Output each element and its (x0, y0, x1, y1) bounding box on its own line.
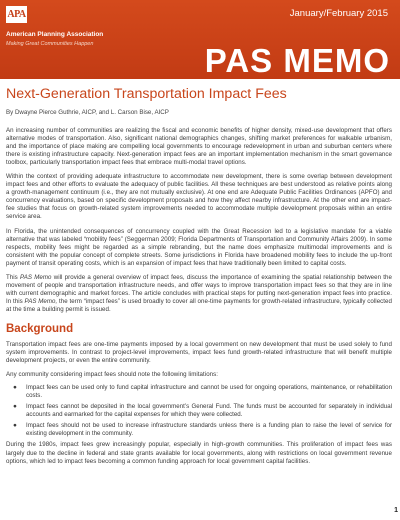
page-number: 1 (394, 507, 398, 514)
italic-text: PAS Memo (20, 273, 52, 281)
org-tagline: Making Great Communities Happen (6, 41, 94, 47)
body-paragraph (6, 274, 392, 314)
limitations-list (6, 384, 392, 438)
list-item-text: Impact fees should not be used to increase infrastructure standards unless there is a funding plan to raise the level of service for existing development in the community. (26, 422, 392, 438)
italic-text: PAS Memo, (24, 297, 58, 305)
section-heading: Background (6, 322, 74, 335)
publication-title: PAS MEMO (204, 42, 390, 79)
masthead-banner (0, 0, 400, 79)
issue-date: January/February 2015 (289, 8, 388, 19)
article-body (6, 86, 392, 466)
body-paragraph: Within the context of providing adequate infrastructure to accommodate new development, there is some overlap between development impact fees and other efforts to evaluate the adequacy of public facilities. All these techniques are best understood as relative points along a growth-management continuum (i.e., they are not mutually exclusive). At one end are Adequate Public Facilities Ordinances (APFO) and concurrency evaluations, based on specific development proposals and how they affect nearby infrastructure. At the other end are impact-fee studies that focus on growth-related system improvements needed to accommodate multiple development proposals within an entire service area. (6, 173, 392, 221)
body-paragraph: Transportation impact fees are one-time payments imposed by a local government on new development that must be used solely to fund system improvements. In contrast to project-level improvements, impact fees fund growth-related infrastructure that will benefit multiple development projects, or even the entire community. (6, 340, 392, 365)
article-byline: By Dwayne Pierce Guthrie, AICP, and L. Carson Bise, AICP (6, 109, 169, 116)
text-run: This (6, 273, 21, 281)
list-item (6, 403, 392, 419)
list-item-text: Impact fees can be used only to fund capital infrastructure and cannot be used for ongoing operations, maintenance, or rehabilitation costs. (26, 384, 392, 400)
text-run: will provide a general overview of impact fees, discuss the importance of examining the spatial relationship between the movement of people and transportation infrastructure needs, and offer ways to improve transportation impact fees so that they are in line with current demographic and market forces. The article concludes with practical steps for putting next-generation impact fees into practice. In this (6, 273, 392, 305)
article-title: Next-Generation Transportation Impact Fees (6, 86, 287, 102)
intro-paragraph: An increasing number of communities are realizing the fiscal and economic benefits of higher density, mixed-use development that offers alternative modes of transportation. Also, significant national demographics changes, shifting market preferences for walkable urbanism, and the importance of place making are compelling local governments to encourage redevelopment in urban and suburban centers where there is existing infrastructure capacity. Next-generation impact fees are an important implementation mechanism in the smart governance toolbox, particularly transportation impact fees that embrace multi-modal travel options. (6, 127, 392, 167)
body-paragraph: In Florida, the unintended consequences of concurrency coupled with the Great Recession led to a legislative mandate for a viable alternative that was labeled “mobility fees” (Seggerman 2009; Florida Departments of Transportation and Community Affairs 2009). In some respects, mobility fees might be regarded as a simple rebranding, but the name does emphasize multimodal improvements and is consistent with the popular concept of complete streets. Some jurisdictions in Florida have broadened mobility fees to include the up-front payment of transit operating costs, which is an expansion of impact fees that have traditionally been limited to capital costs. (6, 227, 392, 267)
list-item (6, 384, 392, 400)
org-name: American Planning Association (6, 31, 104, 38)
body-paragraph: Any community considering impact fees should note the following limitations: (6, 371, 219, 379)
body-paragraph: During the 1980s, impact fees grew increasingly popular, especially in high-growth communities. This proliferation of impact fees was largely due to the decline in federal and state grants available for local governments, along with restrictions on local government revenue options, which led to impact fees becoming a common funding approach for local government capital facilities. (6, 441, 392, 465)
list-item-text: Impact fees cannot be deposited in the local government’s General Fund. The funds must be accounted for separately in individual accounts and earmarked for the capital expenses for which they were collected. (26, 403, 392, 419)
list-item (6, 422, 392, 438)
bullet-icon: ● (13, 384, 17, 392)
bullet-icon: ● (13, 422, 17, 430)
apa-logo: APA (6, 6, 27, 23)
bullet-icon: ● (13, 403, 17, 411)
text-run: the term “impact fees” is used broadly to cover all one-time payments for growth-related infrastructure, typically collected at the time a building permit is issued. (6, 297, 392, 313)
